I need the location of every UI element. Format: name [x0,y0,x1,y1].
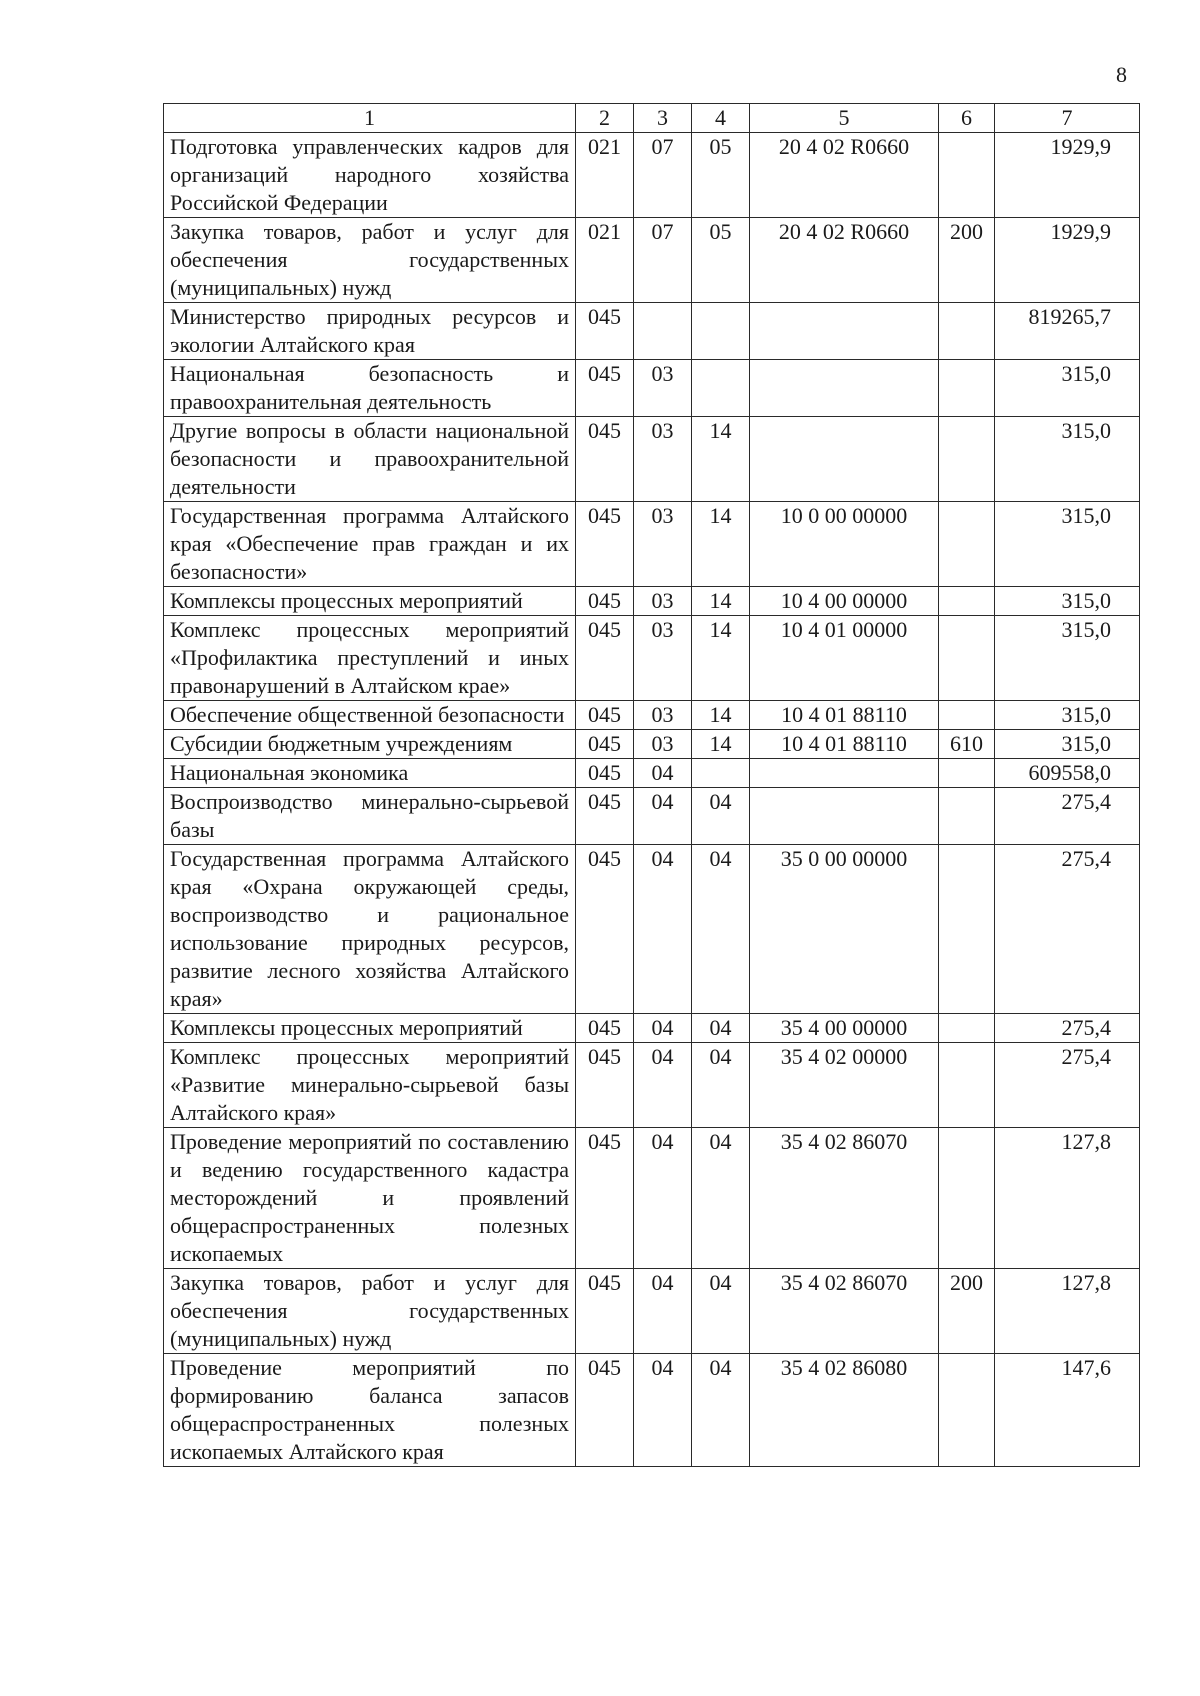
amount-cell: 315,0 [995,502,1140,587]
row-name-cell: Национальная экономика [164,759,576,788]
table-row [164,788,1140,845]
section-code-cell: 04 [634,1269,692,1354]
expense-type-cell: 200 [939,218,995,303]
table-row [164,730,1140,759]
target-article-cell [750,417,939,502]
section-code-cell: 03 [634,701,692,730]
amount-cell: 127,8 [995,1269,1140,1354]
amount-cell: 275,4 [995,1014,1140,1043]
admin-code-cell: 045 [576,616,634,701]
subsection-code-cell: 04 [692,1354,750,1467]
table-row [164,616,1140,701]
table-row [164,587,1140,616]
target-article-cell: 35 0 00 00000 [750,845,939,1014]
amount-cell: 315,0 [995,587,1140,616]
table-row [164,502,1140,587]
table-row [164,701,1140,730]
target-article-cell: 10 4 01 88110 [750,701,939,730]
row-name-cell: Комплекс процессных мероприятий «Развитие минерально-сырьевой базы Алтайского края» [164,1043,576,1128]
admin-code-cell: 045 [576,701,634,730]
table-row [164,1043,1140,1128]
row-name-cell: Министерство природных ресурсов и экологии Алтайского края [164,303,576,360]
row-name-cell: Подготовка управленческих кадров для организаций народного хозяйства Российской Федерации [164,133,576,218]
expense-type-cell [939,502,995,587]
expense-type-cell [939,616,995,701]
expense-type-cell [939,303,995,360]
target-article-cell: 35 4 00 00000 [750,1014,939,1043]
table-row [164,1128,1140,1269]
admin-code-cell: 045 [576,417,634,502]
expense-type-cell [939,788,995,845]
admin-code-cell: 045 [576,1354,634,1467]
admin-code-cell: 021 [576,133,634,218]
section-code-cell [634,303,692,360]
header-row [164,104,1140,133]
header-cell-6: 6 [939,104,995,133]
target-article-cell: 35 4 02 86070 [750,1269,939,1354]
admin-code-cell: 045 [576,1269,634,1354]
subsection-code-cell: 04 [692,1269,750,1354]
admin-code-cell: 045 [576,1014,634,1043]
row-name-cell: Государственная программа Алтайского края «Охрана окружающей среды, воспроизводство и рациональное использование природных ресурсов, развитие лесного хозяйства Алтайского края» [164,845,576,1014]
header-cell-7: 7 [995,104,1140,133]
target-article-cell [750,360,939,417]
subsection-code-cell: 04 [692,788,750,845]
subsection-code-cell [692,360,750,417]
target-article-cell: 35 4 02 86080 [750,1354,939,1467]
amount-cell: 819265,7 [995,303,1140,360]
table-row [164,218,1140,303]
subsection-code-cell [692,303,750,360]
section-code-cell: 03 [634,587,692,616]
row-name-cell: Комплексы процессных мероприятий [164,587,576,616]
target-article-cell: 10 0 00 00000 [750,502,939,587]
admin-code-cell: 045 [576,759,634,788]
subsection-code-cell: 14 [692,587,750,616]
subsection-code-cell: 14 [692,730,750,759]
section-code-cell: 03 [634,502,692,587]
admin-code-cell: 045 [576,587,634,616]
amount-cell: 275,4 [995,788,1140,845]
amount-cell: 275,4 [995,1043,1140,1128]
section-code-cell: 04 [634,1014,692,1043]
admin-code-cell: 045 [576,1043,634,1128]
table-row [164,1354,1140,1467]
subsection-code-cell: 04 [692,1128,750,1269]
expense-type-cell [939,133,995,218]
section-code-cell: 07 [634,133,692,218]
header-cell-2: 2 [576,104,634,133]
table-row [164,759,1140,788]
subsection-code-cell: 14 [692,616,750,701]
expense-type-cell [939,759,995,788]
target-article-cell: 20 4 02 R0660 [750,218,939,303]
target-article-cell: 10 4 00 00000 [750,587,939,616]
expense-type-cell [939,1014,995,1043]
section-code-cell: 07 [634,218,692,303]
amount-cell: 609558,0 [995,759,1140,788]
expense-type-cell [939,417,995,502]
subsection-code-cell: 14 [692,701,750,730]
amount-cell: 127,8 [995,1128,1140,1269]
row-name-cell: Обеспечение общественной безопасности [164,701,576,730]
subsection-code-cell: 04 [692,1014,750,1043]
admin-code-cell: 045 [576,730,634,759]
table-row [164,417,1140,502]
target-article-cell: 35 4 02 86070 [750,1128,939,1269]
expense-type-cell [939,1128,995,1269]
target-article-cell: 35 4 02 00000 [750,1043,939,1128]
subsection-code-cell: 04 [692,1043,750,1128]
amount-cell: 315,0 [995,701,1140,730]
header-cell-1: 1 [164,104,576,133]
target-article-cell [750,303,939,360]
amount-cell: 1929,9 [995,133,1140,218]
table-row [164,303,1140,360]
section-code-cell: 04 [634,788,692,845]
target-article-cell: 10 4 01 88110 [750,730,939,759]
row-name-cell: Комплексы процессных мероприятий [164,1014,576,1043]
admin-code-cell: 045 [576,845,634,1014]
row-name-cell: Другие вопросы в области национальной безопасности и правоохранительной деятельности [164,417,576,502]
section-code-cell: 04 [634,845,692,1014]
admin-code-cell: 045 [576,360,634,417]
admin-code-cell: 045 [576,502,634,587]
row-name-cell: Закупка товаров, работ и услуг для обеспечения государственных (муниципальных) нужд [164,1269,576,1354]
subsection-code-cell: 14 [692,417,750,502]
section-code-cell: 03 [634,730,692,759]
expense-type-cell: 200 [939,1269,995,1354]
amount-cell: 275,4 [995,845,1140,1014]
amount-cell: 315,0 [995,730,1140,759]
table-row [164,1269,1140,1354]
admin-code-cell: 021 [576,218,634,303]
header-cell-4: 4 [692,104,750,133]
page-number: 8 [1116,62,1127,87]
amount-cell: 315,0 [995,616,1140,701]
section-code-cell: 04 [634,1043,692,1128]
admin-code-cell: 045 [576,303,634,360]
target-article-cell: 10 4 01 00000 [750,616,939,701]
subsection-code-cell: 05 [692,218,750,303]
row-name-cell: Комплекс процессных мероприятий «Профилактика преступлений и иных правонарушений в Алтайском крае» [164,616,576,701]
subsection-code-cell: 04 [692,845,750,1014]
header-cell-5: 5 [750,104,939,133]
expense-type-cell [939,1043,995,1128]
target-article-cell: 20 4 02 R0660 [750,133,939,218]
row-name-cell: Национальная безопасность и правоохранительная деятельность [164,360,576,417]
amount-cell: 315,0 [995,417,1140,502]
section-code-cell: 03 [634,360,692,417]
subsection-code-cell: 05 [692,133,750,218]
section-code-cell: 04 [634,1354,692,1467]
table-row [164,360,1140,417]
table-row [164,845,1140,1014]
row-name-cell: Государственная программа Алтайского края «Обеспечение прав граждан и их безопасности» [164,502,576,587]
expense-type-cell [939,587,995,616]
expense-type-cell [939,360,995,417]
header-cell-3: 3 [634,104,692,133]
table-row [164,1014,1140,1043]
expense-type-cell [939,701,995,730]
section-code-cell: 04 [634,1128,692,1269]
amount-cell: 1929,9 [995,218,1140,303]
row-name-cell: Закупка товаров, работ и услуг для обеспечения государственных (муниципальных) нужд [164,218,576,303]
admin-code-cell: 045 [576,788,634,845]
section-code-cell: 03 [634,616,692,701]
budget-table [163,103,1140,1467]
row-name-cell: Проведение мероприятий по составлению и ведению государственного кадастра месторождений и проявлений общераспространенных полезных ископаемых [164,1128,576,1269]
section-code-cell: 04 [634,759,692,788]
table-row [164,133,1140,218]
row-name-cell: Субсидии бюджетным учреждениям [164,730,576,759]
subsection-code-cell: 14 [692,502,750,587]
section-code-cell: 03 [634,417,692,502]
target-article-cell [750,759,939,788]
amount-cell: 315,0 [995,360,1140,417]
admin-code-cell: 045 [576,1128,634,1269]
expense-type-cell [939,1354,995,1467]
row-name-cell: Проведение мероприятий по формированию баланса запасов общераспространенных полезных ископаемых Алтайского края [164,1354,576,1467]
row-name-cell: Воспроизводство минерально-сырьевой базы [164,788,576,845]
subsection-code-cell [692,759,750,788]
target-article-cell [750,788,939,845]
expense-type-cell: 610 [939,730,995,759]
expense-type-cell [939,845,995,1014]
amount-cell: 147,6 [995,1354,1140,1467]
